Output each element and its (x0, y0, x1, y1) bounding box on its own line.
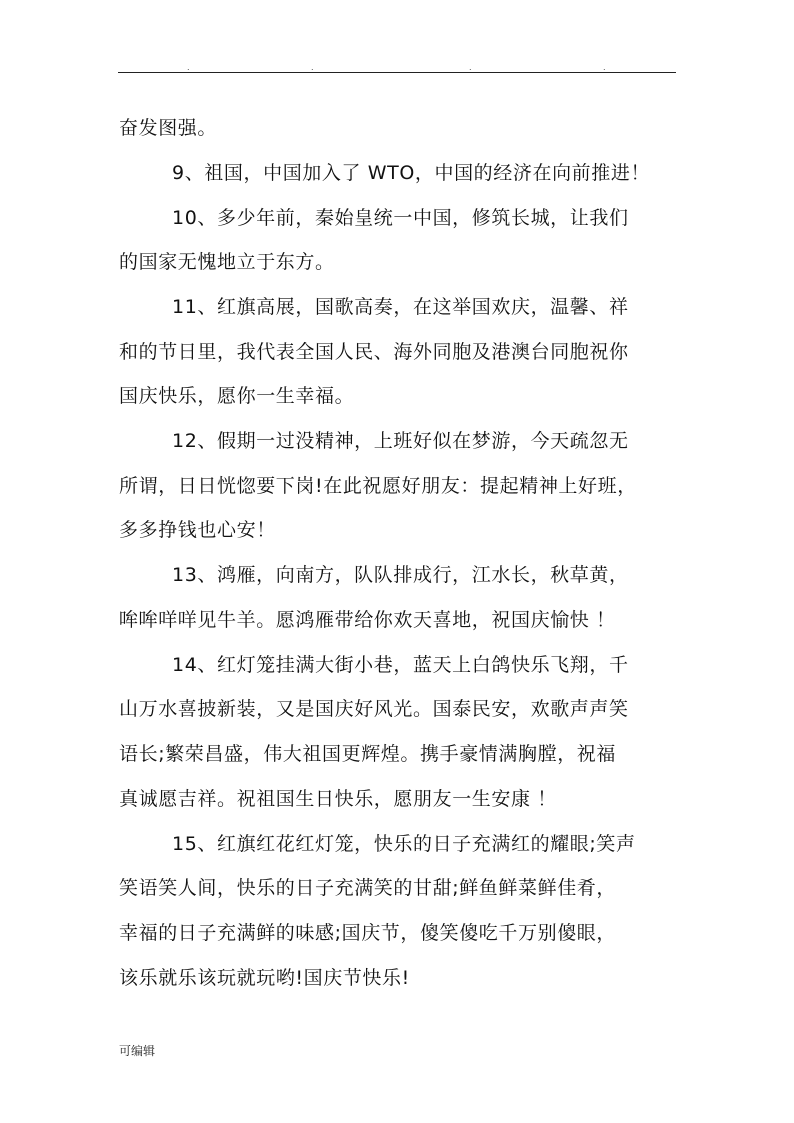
header-dot: . (187, 63, 190, 72)
header-dot: . (603, 63, 606, 72)
text-line: 12、假期一过没精神，上班好似在梦游，今天疏忽无 (172, 430, 629, 452)
text-line: 9、祖国，中国加入了 WTO，中国的经济在向前推进！ (172, 162, 651, 184)
header-dot: . (469, 63, 472, 72)
text-line: 山万水喜披新装，又是国庆好风光。国泰民安，欢歌声声笑 (119, 698, 629, 720)
text-line: 真诚愿吉祥。祝祖国生日快乐，愿朋友一生安康 ！ (119, 788, 557, 810)
header-dot: . (311, 63, 314, 72)
text-line: 国庆快乐，愿你一生幸福。 (119, 385, 355, 407)
text-line: 和的节日里，我代表全国人民、海外同胞及港澳台同胞祝你 (119, 341, 629, 363)
text-line: 笑语笑人间，快乐的日子充满笑的甘甜;鲜鱼鲜菜鲜佳肴， (119, 877, 617, 899)
text-line: 多多挣钱也心安！ (119, 519, 276, 541)
text-line: 奋发图强。 (119, 117, 218, 139)
text-line: 哞哞咩咩见牛羊。愿鸿雁带给你欢天喜地，祝国庆愉快 ！ (119, 609, 616, 631)
text-line: 15、红旗红花红灯笼，快乐的日子充满红的耀眼;笑声 (172, 833, 636, 855)
text-line: 所谓，日日恍惚要下岗!在此祝愿好朋友：提起精神上好班， (119, 475, 637, 497)
footer-label: 可编辑 (119, 1044, 156, 1058)
text-line: 14、红灯笼挂满大街小巷，蓝天上白鸽快乐飞翔，千 (172, 654, 629, 676)
text-line: 该乐就乐该玩就玩哟!国庆节快乐! (119, 967, 410, 989)
text-line: 语长;繁荣昌盛，伟大祖国更辉煌。携手豪情满胸膛，祝福 (119, 743, 617, 765)
header-rule (118, 72, 676, 73)
text-line: 的国家无愧地立于东方。 (119, 251, 335, 273)
text-line: 11、红旗高展，国歌高奏，在这举国欢庆，温馨、祥 (172, 296, 629, 318)
text-line: 幸福的日子充满鲜的味感;国庆节，傻笑傻吃千万别傻眼， (119, 922, 617, 944)
text-line: 13、鸿雁，向南方，队队排成行，江水长，秋草黄， (172, 564, 629, 586)
text-line: 10、多少年前，秦始皇统一中国，修筑长城，让我们 (172, 207, 629, 229)
